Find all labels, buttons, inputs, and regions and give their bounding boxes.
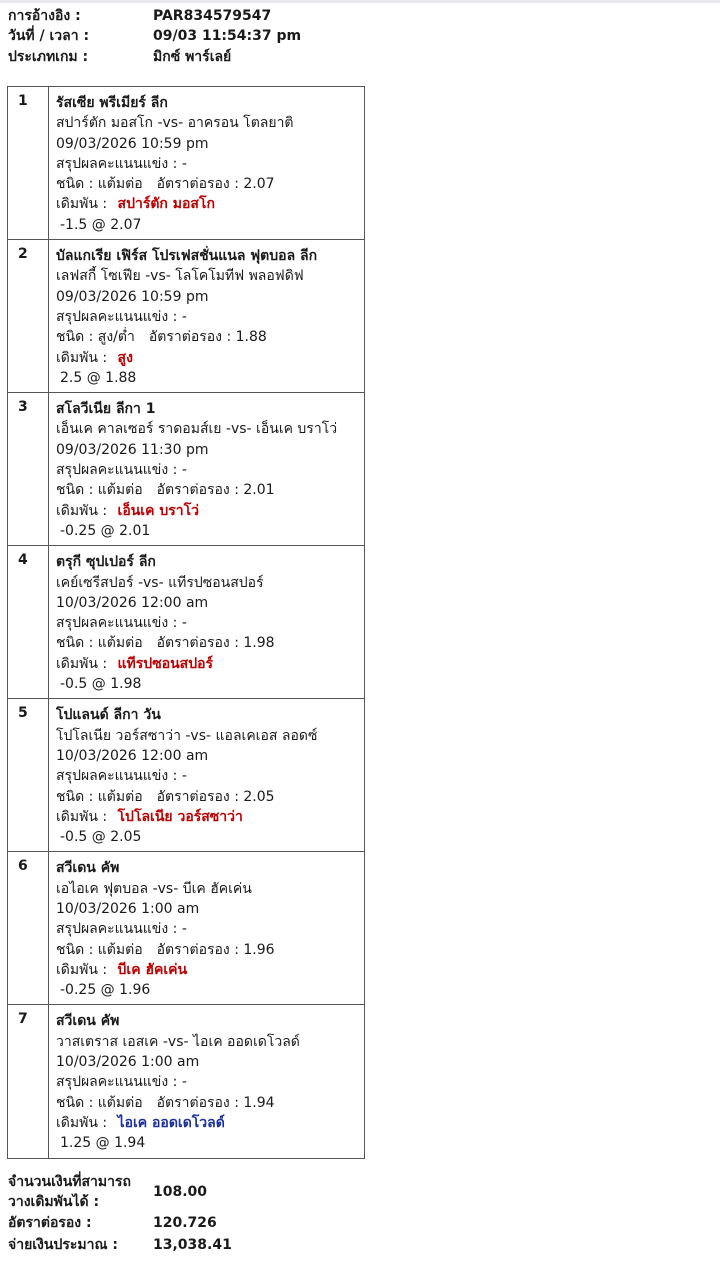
odds-value: 2.07: [243, 176, 275, 193]
bet-type-value: แต้มต่อ: [97, 941, 143, 958]
bet-details: [49, 699, 365, 852]
odds-label: อัตราต่อรอง :: [156, 788, 244, 805]
bet-pick-value: สปาร์ตัก มอสโก: [117, 196, 215, 213]
bet-row: [8, 393, 365, 546]
bet-type-line: [56, 787, 360, 807]
bet-pick-line: [56, 807, 360, 827]
league-name: บัลแกเรีย เฟิร์ส โปรเฟสชั่นแนล ฟุตบอล ลีก: [56, 248, 318, 265]
match-teams: โปโลเนีย วอร์สซาว่า -vs- แอลเคเอส ลอดซ์: [56, 727, 318, 744]
match-datetime: 09/03/2026 10:59 pm: [56, 288, 209, 305]
league-name: โปแลนด์ ลีกา วัน: [56, 707, 161, 724]
bet-pick-value: เอ็นเค บราโว่: [117, 502, 199, 519]
bet-type-line: [56, 633, 360, 653]
bet-type-value: สูง/ต่ำ: [97, 329, 135, 346]
match-datetime: 10/03/2026 1:00 am: [56, 1054, 200, 1071]
bet-type-label: ชนิด :: [56, 635, 98, 652]
score-summary: สรุปผลคะแนนแข่ง : -: [56, 615, 187, 632]
bet-type-line: [56, 480, 360, 500]
datetime-label: วันที่ / เวลา :: [8, 28, 90, 44]
handicap-odds: 2.5 @ 1.88: [60, 369, 137, 386]
score-summary: สรุปผลคะแนนแข่ง : -: [56, 308, 187, 325]
bet-number: 2: [8, 240, 49, 393]
bet-pick-line: [56, 654, 360, 674]
odds-label: อัตราต่อรอง :: [156, 1094, 244, 1111]
bet-number: 6: [8, 852, 49, 1005]
match-datetime: 10/03/2026 1:00 am: [56, 900, 200, 917]
bet-pick-label: เดิมพัน :: [56, 808, 112, 825]
bet-number: 3: [8, 393, 49, 546]
bet-type-line: [56, 1093, 360, 1113]
datetime-value: 09/03 11:54:37 pm: [153, 28, 302, 44]
reference-value: PAR834579547: [153, 8, 272, 24]
match-teams: วาสเตราส เอสเค -vs- ไอเค ออดเดโวลด์: [56, 1033, 300, 1050]
bet-pick-value: บีเค ฮัคเค่น: [117, 961, 188, 978]
bet-row: [8, 546, 365, 699]
bet-pick-label: เดิมพัน :: [56, 196, 112, 213]
handicap-odds: -1.5 @ 2.07: [60, 216, 142, 233]
match-teams: เอไอเค ฟุตบอล -vs- บีเค ฮัคเค่น: [56, 880, 252, 897]
bet-pick-value: โปโลเนีย วอร์สซาว่า: [117, 808, 243, 825]
bet-type-label: ชนิด :: [56, 482, 98, 499]
odds-label: อัตราต่อรอง :: [156, 941, 244, 958]
stake-label: [8, 1172, 148, 1212]
score-summary: สรุปผลคะแนนแข่ง : -: [56, 155, 187, 172]
match-datetime: 10/03/2026 12:00 am: [56, 747, 209, 764]
handicap-odds: -0.25 @ 2.01: [60, 522, 151, 539]
stake-label-line2: วางเดิมพันได้ :: [8, 1194, 100, 1210]
bet-pick-value: ไอเค ออดเดโวลด์: [117, 1114, 225, 1131]
gametype-label: ประเภทเกม :: [8, 49, 89, 65]
match-datetime: 09/03/2026 11:30 pm: [56, 441, 209, 458]
league-name: สโลวีเนีย ลีกา 1: [56, 401, 156, 418]
bet-pick-line: [56, 1113, 360, 1133]
payout-label: จ่ายเงินประมาณ :: [8, 1237, 118, 1253]
odds-value: 2.01: [243, 482, 275, 499]
bet-type-value: แต้มต่อ: [97, 176, 143, 193]
total-odds-value: 120.726: [153, 1215, 217, 1231]
handicap-odds: -0.5 @ 1.98: [60, 676, 142, 693]
bet-pick-value: แทีรปซอนสปอร์: [117, 655, 214, 672]
bet-type-label: ชนิด :: [56, 788, 98, 805]
odds-value: 1.94: [243, 1094, 275, 1111]
bet-type-line: [56, 940, 360, 960]
bet-details: [49, 852, 365, 1005]
bet-details: [49, 393, 365, 546]
bet-row: [8, 1005, 365, 1158]
league-name: สวีเดน คัพ: [56, 860, 120, 877]
gametype-value: มิกซ์ พาร์เลย์: [153, 49, 232, 65]
handicap-odds: -0.25 @ 1.96: [60, 982, 151, 999]
odds-value: 1.96: [243, 941, 275, 958]
bet-type-line: [56, 327, 360, 347]
league-name: รัสเซีย พรีเมียร์ ลีก: [56, 95, 168, 111]
bet-type-label: ชนิด :: [56, 941, 98, 958]
stake-value: 108.00: [153, 1184, 208, 1200]
bet-pick-label: เดิมพัน :: [56, 1114, 112, 1131]
match-teams: เอ็นเค คาลเซอร์ ราดอมส์เย -vs- เอ็นเค บราโว่: [56, 421, 338, 438]
odds-value: 1.98: [243, 635, 275, 652]
score-summary: สรุปผลคะแนนแข่ง : -: [56, 1074, 187, 1091]
bet-pick-value: สูง: [117, 349, 133, 366]
top-divider: [0, 0, 720, 3]
bet-details: [49, 240, 365, 393]
handicap-odds: -0.5 @ 2.05: [60, 829, 142, 846]
bet-number: 4: [8, 546, 49, 699]
match-teams: เคย์เซรีสปอร์ -vs- แทีรปซอนสปอร์: [56, 574, 264, 591]
score-summary: สรุปผลคะแนนแข่ง : -: [56, 462, 187, 479]
bet-row: [8, 87, 365, 240]
bet-number: 5: [8, 699, 49, 852]
bet-pick-line: [56, 194, 360, 214]
odds-value: 1.88: [235, 329, 267, 346]
reference-label: การอ้างอิง :: [8, 8, 81, 24]
match-teams: สปาร์ตัก มอสโก -vs- อาครอน โตลยาติ: [56, 115, 294, 132]
bet-type-value: แต้มต่อ: [97, 788, 143, 805]
bet-number: 1: [8, 87, 49, 240]
bet-pick-line: [56, 960, 360, 980]
bet-pick-line: [56, 501, 360, 521]
bet-details: [49, 546, 365, 699]
bet-row: [8, 699, 365, 852]
match-teams: เลฟสกี้ โซเฟีย -vs- โลโคโมทีฟ พลอฟดิฟ: [56, 268, 304, 285]
odds-label: อัตราต่อรอง :: [156, 176, 244, 193]
bet-pick-label: เดิมพัน :: [56, 961, 112, 978]
odds-label: อัตราต่อรอง :: [156, 635, 244, 652]
match-datetime: 09/03/2026 10:59 pm: [56, 135, 209, 152]
odds-value: 2.05: [243, 788, 275, 805]
bet-pick-label: เดิมพัน :: [56, 349, 112, 366]
odds-label: อัตราต่อรอง :: [156, 482, 244, 499]
league-name: ตรุกี ซุปเปอร์ ลีก: [56, 554, 156, 571]
bet-number: 7: [8, 1005, 49, 1158]
odds-label: อัตราต่อรอง :: [148, 329, 236, 346]
bet-row: [8, 240, 365, 393]
bet-type-label: ชนิด :: [56, 1094, 98, 1111]
bet-type-value: แต้มต่อ: [97, 482, 143, 499]
stake-label-line1: จำนวนเงินที่สามารถ: [8, 1174, 131, 1190]
bet-pick-line: [56, 348, 360, 368]
bet-type-value: แต้มต่อ: [97, 635, 143, 652]
payout-value: 13,038.41: [153, 1237, 232, 1253]
bet-row: [8, 852, 365, 1005]
bet-type-label: ชนิด :: [56, 329, 98, 346]
bet-details: [49, 1005, 365, 1158]
match-datetime: 10/03/2026 12:00 am: [56, 594, 209, 611]
bet-details: [49, 87, 365, 240]
total-odds-label: อัตราต่อรอง :: [8, 1215, 92, 1231]
handicap-odds: 1.25 @ 1.94: [60, 1135, 146, 1152]
score-summary: สรุปผลคะแนนแข่ง : -: [56, 921, 187, 938]
bet-pick-label: เดิมพัน :: [56, 655, 112, 672]
bet-type-value: แต้มต่อ: [97, 1094, 143, 1111]
bet-type-label: ชนิด :: [56, 176, 98, 193]
score-summary: สรุปผลคะแนนแข่ง : -: [56, 768, 187, 785]
bet-slip-table: [7, 86, 365, 1159]
league-name: สวีเดน คัพ: [56, 1013, 120, 1030]
bet-type-line: [56, 174, 360, 194]
bet-pick-label: เดิมพัน :: [56, 502, 112, 519]
